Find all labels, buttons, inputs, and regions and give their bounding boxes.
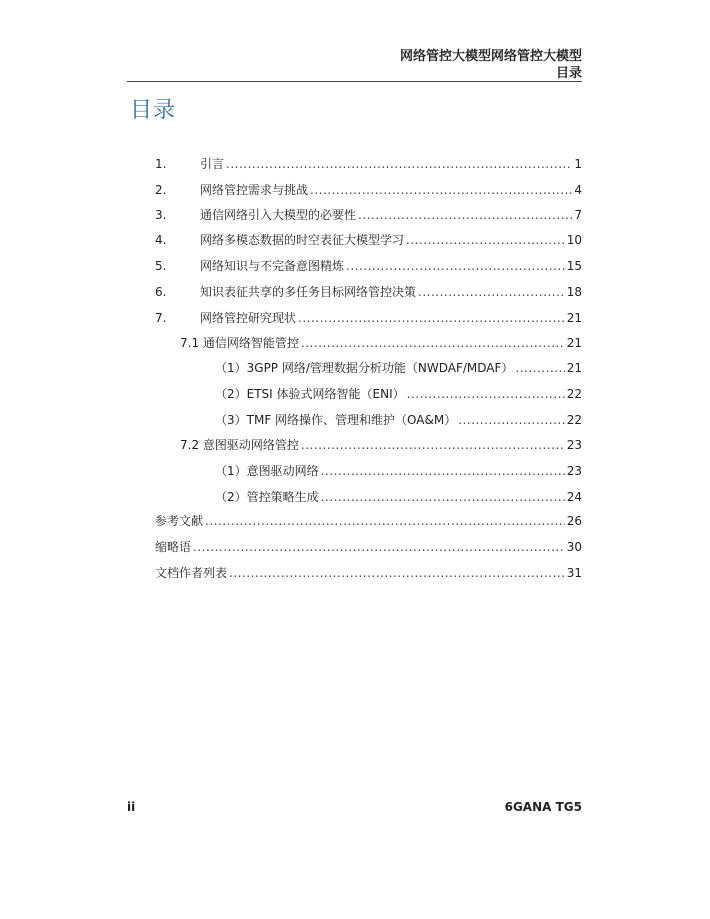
toc-entry-page: 24 — [566, 490, 582, 504]
footer-page-number: ii — [127, 800, 136, 814]
toc-entry-7-2[interactable] — [180, 435, 582, 455]
toc-leader — [301, 435, 565, 455]
toc-entry-3[interactable] — [155, 205, 582, 225]
toc-entry-page: 31 — [566, 566, 582, 580]
footer-org: 6GANA TG5 — [504, 800, 582, 814]
toc-entry-page: 1 — [574, 157, 582, 171]
toc-entry-7-1-1[interactable] — [215, 358, 582, 378]
toc-entry-label: 文档作者列表 — [155, 566, 228, 580]
toc-entry-label: 知识表征共享的多任务目标网络管控决策 — [200, 285, 417, 299]
toc-leader — [418, 282, 565, 302]
toc-leader — [458, 410, 565, 430]
toc-entry-authors[interactable] — [155, 563, 582, 583]
toc-entry-7-2-2[interactable] — [215, 487, 582, 507]
toc-entry-label: 通信网络引入大模型的必要性 — [200, 208, 357, 222]
toc-entry-7-1[interactable] — [180, 333, 582, 353]
header-rule — [127, 81, 582, 82]
header-section: 目录 — [555, 66, 582, 81]
toc-entry-page: 4 — [574, 183, 582, 197]
toc-leader — [226, 154, 572, 174]
toc-entry-number: 2. — [155, 183, 167, 197]
toc-entry-7[interactable] — [155, 308, 582, 328]
toc-entry-page: 21 — [566, 336, 582, 350]
toc-entry-label: 参考文献 — [155, 514, 204, 528]
toc-entry-5[interactable] — [155, 256, 582, 276]
toc-entry-references[interactable] — [155, 511, 582, 531]
toc-leader — [301, 333, 565, 353]
toc-entry-page: 22 — [566, 387, 582, 401]
toc-entry-1[interactable] — [155, 154, 582, 174]
toc-leader — [407, 384, 565, 404]
toc-entry-label: 网络多模态数据的时空表征大模型学习 — [200, 233, 405, 247]
toc-entry-label: 引言 — [200, 157, 225, 171]
toc-leader — [205, 511, 565, 531]
toc-entry-page: 7 — [574, 208, 582, 222]
toc-entry-label: 网络管控研究现状 — [200, 311, 297, 325]
toc-entry-label: 7.2 意图驱动网络管控 — [180, 438, 299, 452]
toc-entry-7-2-1[interactable] — [215, 461, 582, 481]
page-header — [400, 48, 582, 82]
toc-entry-page: 30 — [566, 540, 582, 554]
toc-entry-number: 1. — [155, 157, 167, 171]
toc-entry-page: 26 — [566, 514, 582, 528]
toc-entry-number: 5. — [155, 259, 167, 273]
toc-title: 目录 — [130, 98, 177, 123]
toc-entry-label: 缩略语 — [155, 540, 192, 554]
toc-leader — [358, 205, 572, 225]
toc-entry-label: （3）TMF 网络操作、管理和维护（OA&M） — [215, 413, 457, 427]
toc-entry-page: 15 — [566, 259, 582, 273]
toc-entry-abbreviations[interactable] — [155, 537, 582, 557]
toc-entry-label: 7.1 通信网络智能管控 — [180, 336, 299, 350]
toc-entry-2[interactable] — [155, 180, 582, 200]
toc-entry-label: （1）3GPP 网络/管理数据分析功能（NWDAF/MDAF） — [215, 361, 514, 375]
toc-leader — [321, 461, 565, 481]
toc-entry-4[interactable] — [155, 230, 582, 250]
toc-entry-page: 21 — [566, 361, 582, 375]
toc-entry-number: 6. — [155, 285, 167, 299]
toc-leader — [406, 230, 565, 250]
toc-leader — [310, 180, 572, 200]
toc-leader — [229, 563, 565, 583]
toc-entry-number: 7. — [155, 311, 167, 325]
toc-entry-number: 4. — [155, 233, 167, 247]
toc-entry-label: （2）ETSI 体验式网络智能（ENI） — [215, 387, 405, 401]
toc-entry-label: 网络管控需求与挑战 — [200, 183, 309, 197]
toc-entry-6[interactable] — [155, 282, 582, 302]
toc-leader — [298, 308, 565, 328]
toc-entry-number: 3. — [155, 208, 167, 222]
toc-entry-page: 22 — [566, 413, 582, 427]
toc-entry-page: 18 — [566, 285, 582, 299]
toc-entry-label: （2）管控策略生成 — [215, 490, 319, 504]
toc-leader — [346, 256, 565, 276]
toc-entry-7-1-3[interactable] — [215, 410, 582, 430]
toc-entry-page: 23 — [566, 464, 582, 478]
toc-leader — [321, 487, 565, 507]
toc-leader — [193, 537, 565, 557]
header-title: 网络管控大模型网络管控大模型 — [399, 49, 582, 64]
toc-entry-label: （1）意图驱动网络 — [215, 464, 319, 478]
toc-entry-page: 23 — [566, 438, 582, 452]
toc-leader — [515, 358, 564, 378]
toc-entry-page: 21 — [566, 311, 582, 325]
toc-entry-label: 网络知识与不完备意图精炼 — [200, 259, 345, 273]
toc-entry-page: 10 — [566, 233, 582, 247]
toc-entry-7-1-2[interactable] — [215, 384, 582, 404]
